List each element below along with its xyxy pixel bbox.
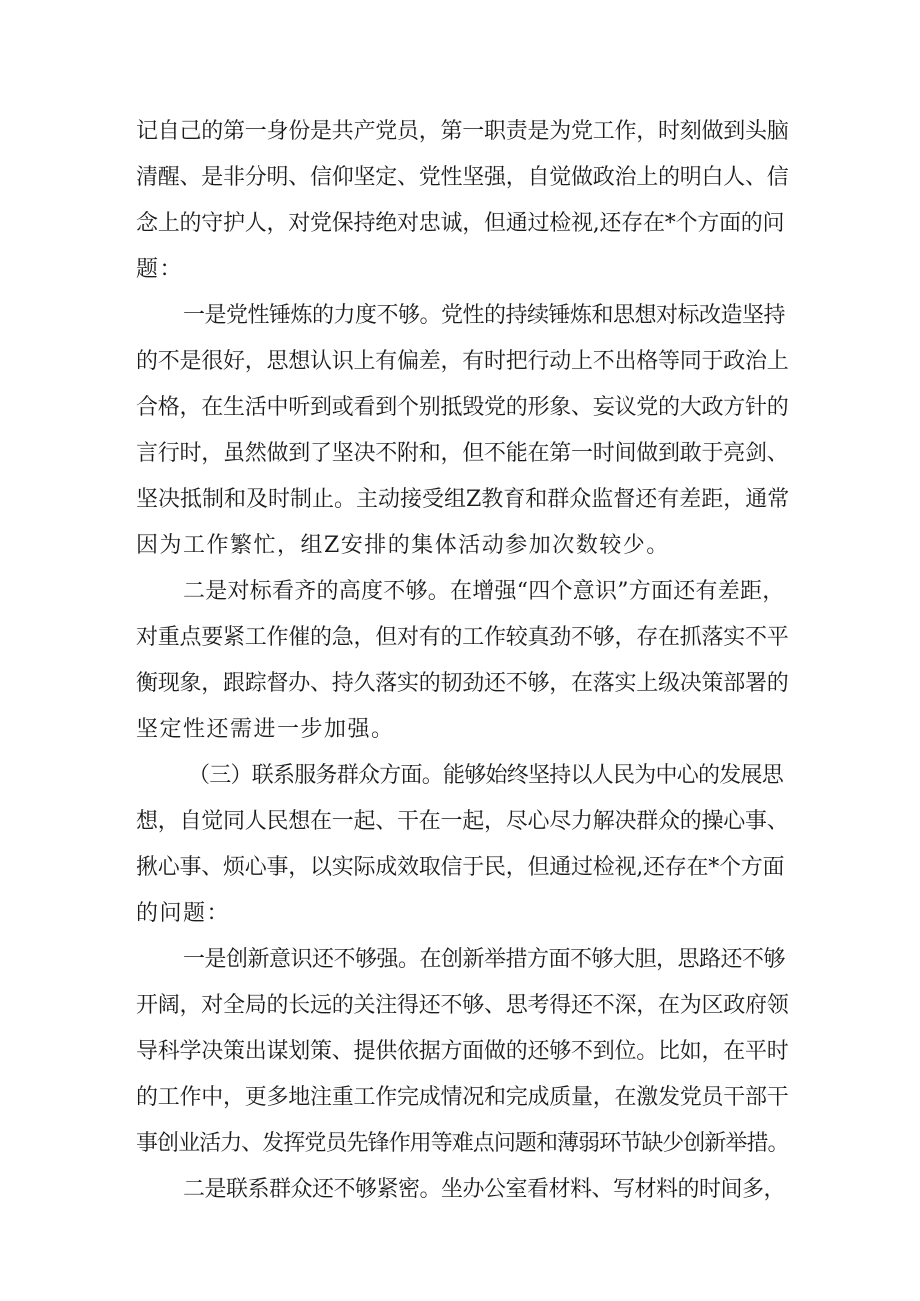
text-line: 言行时，虽然做到了坚决不附和，但不能在第一时间做到敢于亮剑、 [136, 441, 789, 466]
text-line: 题： [136, 257, 184, 282]
text-line: 坚决抵制和及时制止。主动接受组Z教育和群众监督还有差距，通常 [136, 487, 790, 512]
section-heading-line: （三）联系服务群众方面。能够始终坚持以人民为中心的发展思 [188, 763, 784, 788]
text-line: 因为工作繁忙，组Z安排的集体活动参加次数较少。 [136, 533, 670, 558]
text-line: 导科学决策出谋划策、提供依据方面做的还够不到位。比如，在平时 [136, 1039, 789, 1064]
text-line: 记自己的第一身份是共产党员，第一职责是为党工作，时刻做到头脑 [136, 119, 789, 144]
text-line: 二是联系群众还不够紧密。坐办公室看材料、写材料的时间多， [183, 1177, 786, 1202]
text-line: 事创业活力、发挥党员先锋作用等难点问题和薄弱环节缺少创新举措。 [136, 1131, 789, 1156]
text-line: 揪心事、烦心事，以实际成效取信于民，但通过检视,还存在*个方面 [136, 855, 785, 880]
text-line: 想，自觉同人民想在一起、干在一起，尽心尽力解决群众的操心事、 [136, 809, 789, 834]
text-line: 的问题： [136, 901, 231, 926]
text-line: 衡现象，跟踪督办、持久落实的韧劲还不够，在落实上级决策部署的 [136, 671, 789, 696]
text-line: 的不是很好，思想认识上有偏差，有时把行动上不出格等同于政治上 [136, 349, 789, 374]
text-line: 一是创新意识还不够强。在创新举措方面不够大胆，思路还不够 [183, 947, 786, 972]
text-line: 开阔，对全局的长远的关注得还不够、思考得还不深，在为区政府领 [136, 993, 789, 1018]
text-line: 一是党性锤炼的力度不够。党性的持续锤炼和思想对标改造坚持 [183, 303, 786, 328]
text-line: 合格，在生活中听到或看到个别抵毁党的形象、妄议党的大政方针的 [136, 395, 789, 420]
text-line: 念上的守护人，对党保持绝对忠诚，但通过检视,还存在*个方面的问 [136, 211, 785, 236]
text-line: 清醒、是非分明、信仰坚定、党性坚强，自觉做政治上的明白人、信 [136, 165, 789, 190]
text-line: 坚定性还需进一步加强。 [136, 717, 395, 742]
text-line: 二是对标看齐的高度不够。在增强“四个意识”方面还有差距， [183, 579, 785, 604]
text-line: 的工作中，更多地注重工作完成情况和完成质量，在激发党员干部干 [136, 1085, 789, 1110]
text-line: 对重点要紧工作催的急，但对有的工作较真劲不够，存在抓落实不平 [136, 625, 789, 650]
